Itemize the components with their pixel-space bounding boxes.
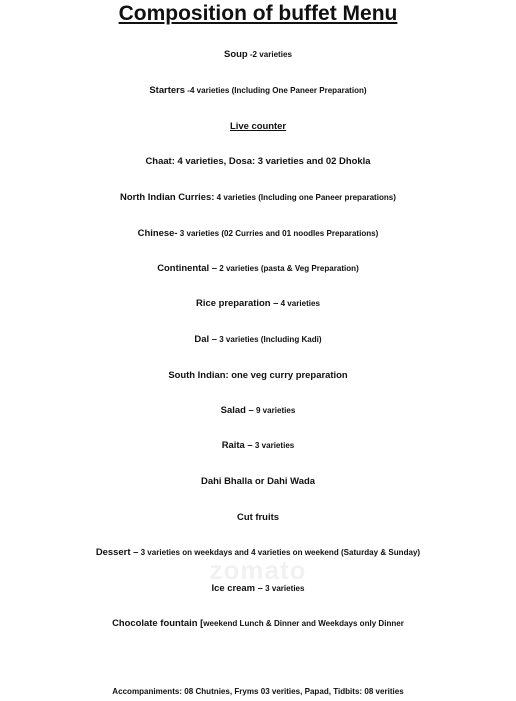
item-raita (0, 435, 516, 455)
item-north-indian-curries (0, 187, 516, 207)
item-dahi-bhalla (0, 471, 516, 491)
item-label: Dahi Bhalla or Dahi Wada (201, 476, 315, 487)
item-detail: -4 varieties (Including One Paneer Preparation) (185, 86, 367, 95)
item-south-indian (0, 365, 516, 385)
item-ice-cream (0, 578, 516, 598)
item-starters (0, 80, 516, 100)
item-dessert (0, 542, 516, 562)
item-detail: 9 varieties (253, 406, 296, 415)
item-detail: 2 varieties (pasta & Veg Preparation) (217, 264, 359, 273)
item-label: South Indian: one veg curry preparation (168, 370, 348, 381)
item-label: Soup (224, 49, 248, 60)
item-label: Rice preparation – (196, 298, 279, 309)
item-label: Ice cream – (211, 583, 263, 594)
item-rice (0, 293, 516, 313)
item-label: Accompaniments: 08 Chutnies, Fryms 03 verities, Papad, Tidbits: 08 verities (112, 687, 404, 696)
watermark: zomato (209, 555, 307, 585)
item-detail: 3 varieties on weekdays and 4 varieties on weekend (Saturday & Sunday) (138, 548, 421, 557)
item-label: Chocolate fountain [ (112, 618, 204, 629)
item-label: Dessert – (95, 547, 139, 558)
item-label: Salad – (220, 405, 254, 416)
item-continental (0, 258, 516, 278)
item-detail: -2 varieties (247, 50, 292, 59)
item-label: North Indian Curries: (120, 192, 215, 203)
item-chocolate-fountain (0, 613, 516, 633)
item-salad (0, 400, 516, 420)
item-label: Dal – (194, 334, 217, 345)
item-soup (0, 44, 516, 64)
item-detail: 3 varieties (252, 441, 295, 450)
item-cut-fruits (0, 507, 516, 527)
item-label: Chinese- (137, 228, 178, 239)
item-label: Chaat: 4 varieties, Dosa: 3 varieties and 02 Dhokla (145, 156, 371, 167)
item-dal (0, 329, 516, 349)
item-detail: 3 varieties (Including Kadi) (216, 335, 322, 344)
item-detail: weekend Lunch & Dinner and Weekdays only Dinner (203, 619, 404, 628)
item-label: Starters (149, 85, 186, 96)
item-chaat-dosa (0, 151, 516, 171)
page-title: Composition of buffet Menu (118, 2, 398, 25)
item-accompaniments (0, 681, 516, 701)
item-label: Raita – (221, 440, 253, 451)
item-detail: 4 varieties (278, 299, 320, 308)
item-detail: 4 varieties (Including one Paneer preparations) (214, 193, 396, 202)
section-heading: Live counter (229, 121, 287, 132)
item-label: Cut fruits (237, 512, 279, 523)
item-detail: 3 varieties (02 Curries and 01 noodles Preparations) (177, 229, 379, 238)
item-detail: 3 varieties (262, 584, 305, 593)
item-chinese (0, 223, 516, 243)
item-label: Continental – (157, 263, 217, 274)
section-live-counter (0, 116, 516, 136)
